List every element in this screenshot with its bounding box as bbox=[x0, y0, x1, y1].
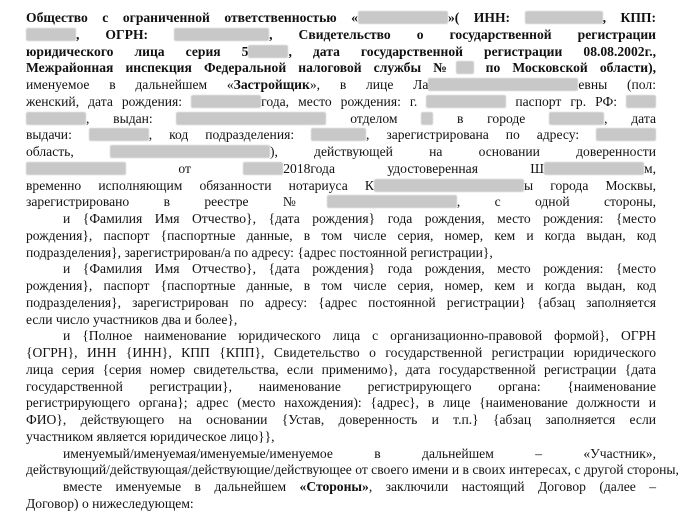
text-segment: и {Фамилия Имя Отчество}, {дата рождения} года рождения, место рождения: {место bbox=[63, 261, 656, 277]
text-segment: , заключили настоящий Договор (далее – bbox=[368, 479, 656, 494]
redaction-block bbox=[549, 112, 604, 125]
text-line bbox=[26, 345, 656, 361]
text-segment: зарегистрировано в реестре № bbox=[26, 194, 327, 210]
text-segment: если число участников два и более}, bbox=[26, 311, 238, 327]
text-segment: {ОГРН}, ИНН {ИНН}, КПП {КПП}, Свидетельство о государственной регистрации юридического bbox=[26, 345, 656, 360]
text-segment: Общество с ограниченной ответственностью « bbox=[26, 10, 358, 25]
text-line bbox=[26, 228, 656, 244]
text-segment: «Стороны» bbox=[299, 479, 369, 494]
text-segment: , с одной стороны, bbox=[456, 194, 656, 210]
text-segment: , код подразделения: bbox=[148, 127, 312, 143]
text-line bbox=[26, 60, 656, 76]
redaction-block bbox=[358, 11, 448, 24]
text-line bbox=[26, 44, 656, 60]
text-segment: », в лице Ла bbox=[309, 77, 429, 92]
text-line bbox=[63, 211, 656, 227]
text-line bbox=[63, 328, 656, 344]
text-segment: , дата государственной регистрации 08.08.2002г., bbox=[288, 43, 657, 59]
text-segment: по Московской области), bbox=[473, 60, 657, 76]
text-segment: 2018года удостоверенная Ш bbox=[283, 160, 544, 176]
text-segment: рождения}, паспорт {паспортные данные, в том числе серия, номер, кем и когда выдан, код bbox=[26, 227, 656, 243]
text-segment: Договор) о нижеследующем: bbox=[26, 495, 194, 511]
text-segment: действующий/действующая/действующие/действующее от своего имени и в своих интересах, с другой стороны, bbox=[26, 462, 679, 478]
text-segment: от bbox=[126, 160, 244, 176]
text-line bbox=[26, 295, 656, 311]
text-segment: , дата bbox=[604, 110, 656, 126]
redaction-block bbox=[421, 112, 433, 125]
redaction-block bbox=[26, 28, 76, 41]
text-segment: Застройщик bbox=[233, 77, 310, 92]
text-line bbox=[26, 245, 656, 261]
text-segment: временно исполняющим обязанности нотариуса К bbox=[26, 177, 374, 193]
text-line bbox=[26, 111, 656, 127]
text-segment: подразделения}, зарегистрирован/а по адресу: {адрес постоянной регистрации}, bbox=[26, 244, 493, 260]
text-segment: подразделения}, зарегистрирован по адресу: {адрес постоянной регистрации} {абзац заполняется bbox=[26, 294, 656, 310]
redaction-block bbox=[243, 162, 283, 175]
text-segment: , выдан: bbox=[86, 110, 177, 126]
text-segment: вместе именуемые в дальнейшем bbox=[63, 479, 300, 494]
text-segment: женский, дата рождения: bbox=[26, 93, 192, 109]
text-segment: м, bbox=[643, 160, 656, 176]
redaction-block bbox=[26, 162, 126, 175]
text-line bbox=[26, 127, 656, 143]
text-segment: в городе bbox=[433, 110, 550, 126]
redaction-block bbox=[176, 112, 326, 125]
redaction-block bbox=[248, 45, 288, 58]
text-segment: ы города Москвы, bbox=[523, 177, 656, 193]
text-segment: паспорт гр. РФ: bbox=[506, 93, 626, 109]
text-segment: , зарегистрирована по адресу: bbox=[366, 127, 597, 143]
text-segment: Межрайонная инспекция Федеральной налоговой службы № bbox=[26, 60, 456, 76]
text-line bbox=[26, 362, 656, 378]
text-segment: »( ИНН: bbox=[447, 10, 525, 25]
text-line bbox=[26, 27, 656, 43]
text-line bbox=[26, 144, 656, 160]
text-line bbox=[26, 395, 656, 411]
text-segment: и {Фамилия Имя Отчество}, {дата рождения} года рождения, место рождения: {место bbox=[63, 211, 656, 226]
redaction-block bbox=[374, 179, 524, 192]
redaction-block bbox=[311, 128, 366, 141]
text-segment: года, место рождения: г. bbox=[261, 93, 427, 109]
redaction-block bbox=[426, 95, 506, 108]
text-segment: участником является юридическое лицо}}, bbox=[26, 428, 275, 444]
text-segment: отделом bbox=[326, 110, 422, 126]
redaction-block bbox=[456, 61, 474, 74]
text-line bbox=[26, 496, 656, 512]
text-line bbox=[26, 379, 656, 395]
text-line bbox=[26, 178, 656, 194]
text-line bbox=[26, 10, 656, 26]
text-segment: , Свидетельство о государственной регистрации bbox=[269, 26, 657, 42]
redaction-block bbox=[191, 95, 261, 108]
text-segment: именуемое в дальнейшем « bbox=[26, 77, 234, 92]
text-line bbox=[26, 278, 656, 294]
text-segment: ФИО}, действующего на основании {Устав, доверенность и т.п.} {абзац заполняется если bbox=[26, 412, 656, 427]
text-line bbox=[26, 429, 656, 445]
redaction-block bbox=[110, 145, 270, 158]
redaction-block bbox=[89, 128, 149, 141]
redaction-block bbox=[525, 11, 603, 24]
redaction-block bbox=[26, 112, 86, 125]
text-line bbox=[26, 161, 656, 177]
text-segment: ), действующей на основании доверенности bbox=[269, 144, 656, 159]
redaction-block bbox=[428, 78, 578, 91]
redaction-block bbox=[596, 128, 656, 141]
redaction-block bbox=[327, 195, 457, 208]
text-line bbox=[26, 462, 679, 478]
text-line bbox=[26, 77, 656, 93]
text-line bbox=[26, 412, 656, 428]
text-segment: , ОГРН: bbox=[76, 26, 175, 42]
text-segment: и {Полное наименование юридического лица с организационно-правовой формой}, ОГРН bbox=[63, 328, 656, 344]
text-segment: область, bbox=[26, 144, 110, 159]
text-segment: рождения}, паспорт {паспортные данные, в том числе серия, номер, кем и когда выдан, код bbox=[26, 278, 656, 293]
text-line bbox=[26, 312, 656, 328]
text-segment: , КПП: bbox=[602, 10, 657, 25]
redaction-block bbox=[626, 95, 656, 108]
text-segment: выдачи: bbox=[26, 127, 89, 143]
redaction-block bbox=[174, 28, 269, 41]
text-segment: именуемый/именуемая/именуемые/именуемое в дальнейшем – «Участник», bbox=[63, 445, 656, 461]
text-line bbox=[63, 479, 656, 495]
text-segment: юридического лица серия 5 bbox=[26, 43, 249, 59]
text-segment: лица серия {серия номер свидетельства, если применимо}, дата государственной регистрации {дата bbox=[26, 361, 656, 377]
text-segment: евны (пол: bbox=[578, 77, 656, 92]
text-segment: регистрирующего органа}; адрес (место нахождения): {адрес}, в лице {наименование должности и bbox=[26, 395, 656, 411]
text-segment: государственной регистрации}, наименование регистрирующего органа: {наименование bbox=[26, 378, 656, 394]
text-line bbox=[26, 194, 656, 210]
text-line bbox=[63, 446, 656, 462]
redaction-block bbox=[544, 162, 644, 175]
text-line bbox=[26, 94, 656, 110]
text-line bbox=[63, 261, 656, 277]
